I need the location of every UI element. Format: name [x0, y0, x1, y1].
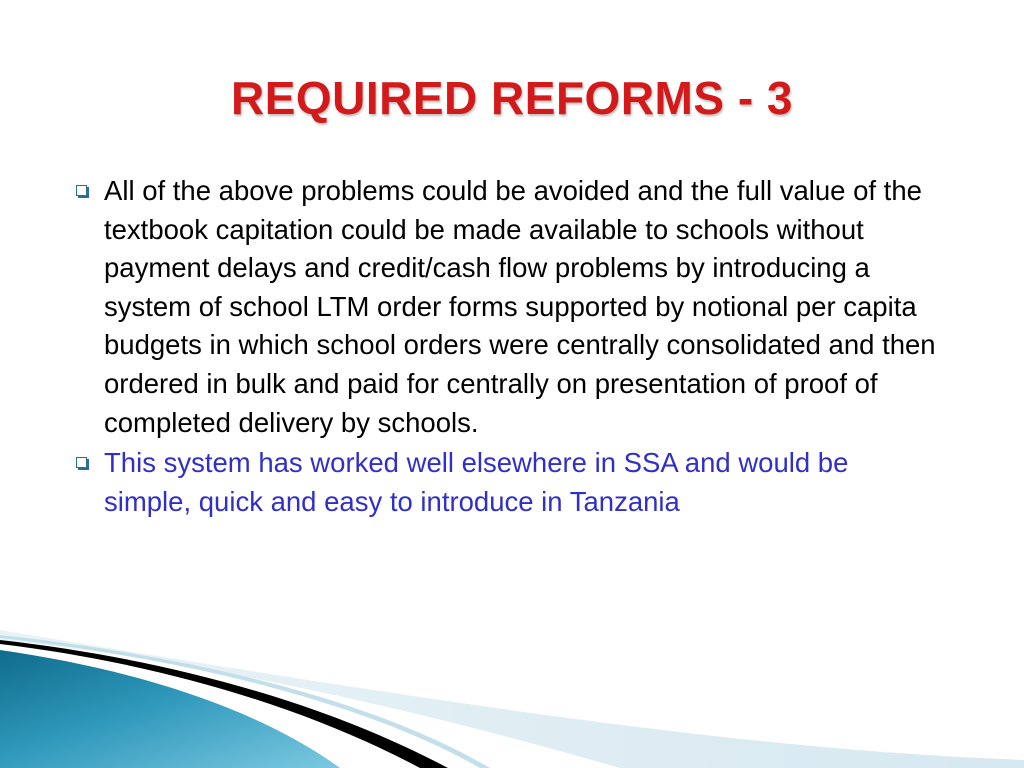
- bullet-item: [76, 172, 936, 442]
- bullet-text: All of the above problems could be avoided and the full value of the textbook capitation could be made available to schools without payment delays and credit/cash flow problems by introducing a system of school LTM order forms supported by notional per capita budgets in which school orders were centrally consolidated and then ordered in bulk and paid for centrally on presentation of proof of completed delivery by schools.: [104, 175, 936, 438]
- bullet-item: [76, 444, 936, 521]
- bullet-list: [76, 172, 936, 521]
- slide-title: REQUIRED REFORMS - 3: [230, 72, 794, 124]
- bullet-text: This system has worked well elsewhere in SSA and would be simple, quick and easy to introduce in Tanzania: [104, 447, 849, 517]
- checkbox-square-icon: [76, 457, 87, 468]
- checkbox-square-icon: [76, 185, 87, 196]
- decorative-swoosh: [0, 600, 1024, 768]
